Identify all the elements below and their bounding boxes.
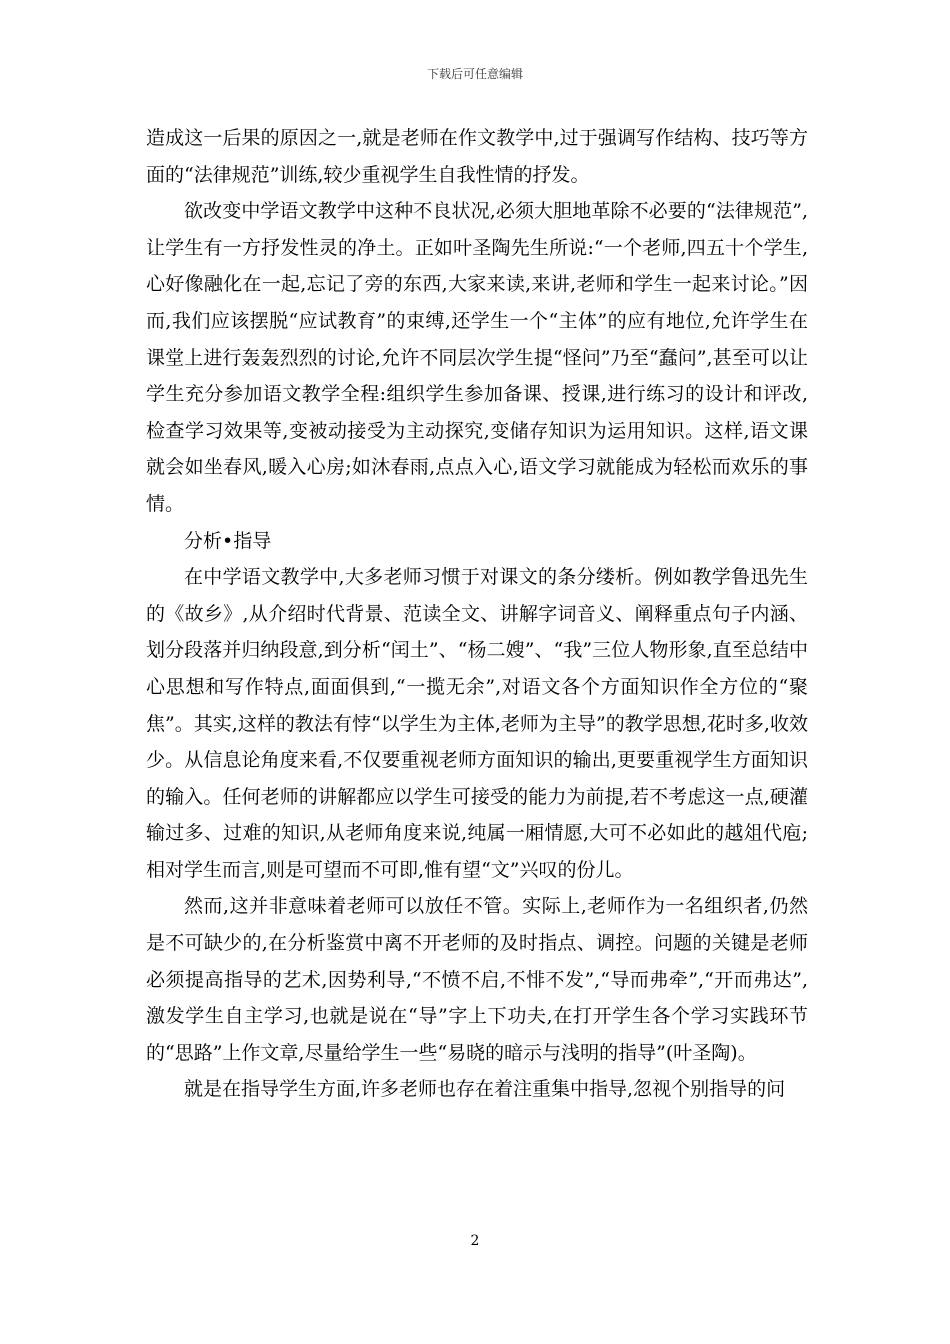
paragraph-2: 欲改变中学语文教学中这种不良状况,必须大胆地革除不必要的“法律规范”,让学生有一方抒发性灵的净土。正如叶圣陶先生所说:“一个老师,四五十个学生,心好像融化在一起,忘记了旁的东西,大家来读,来讲,老师和学生一起来讨论。”因而,我们应该摆脱“应试教育”的束缚,还学生一个“主体”的应有地位,允许学生在课堂上进行轰轰烈烈的讨论,允许不同层次学生提“怪问”乃至“蠢问”,甚至可以让学生充分参加语文教学全程:组织学生参加备课、授课,进行练习的设计和评改,检查学习效果等,变被动接受为主动探究,变储存知识为运用知识。这样,语文课就会如坐春风,暖入心房;如沐春雨,点点入心,语文学习就能成为轻松而欢乐的事情。	[146, 200, 808, 515]
document-body	[146, 120, 808, 1108]
paragraph-1: 造成这一后果的原因之一,就是老师在作文教学中,过于强调写作结构、技巧等方面的“法律规范”训练,较少重视学生自我性情的抒发。	[146, 127, 808, 186]
page-number: 2	[470, 1233, 480, 1249]
paragraph-4: 然而,这并非意味着老师可以放任不管。实际上,老师作为一名组织者,仍然是不可缺少的,在分析鉴赏中离不开老师的及时指点、调控。问题的关键是老师必须提高指导的艺术,因势利导,“不愤不启,不悱不发”,“导而弗牵”,“开而弗达”,激发学生自主学习,也就是说在“导”字上下功夫,在打开学生各个学习实践环节的“思路”上作文章,尽量给学生一些“易晓的暗示与浅明的指导”(叶圣陶)。	[146, 895, 808, 1064]
section-heading: 分析•指导	[184, 529, 272, 552]
paragraph-5: 就是在指导学生方面,许多老师也存在着注重集中指导,忽视个别指导的问	[184, 1078, 786, 1101]
page-header: 下载后可任意编辑	[426, 67, 523, 81]
paragraph-3: 在中学语文教学中,大多老师习惯于对课文的条分缕析。例如教学鲁迅先生的《故乡》,从介绍时代背景、范读全文、讲解字词音义、阐释重点句子内涵、划分段落并归纳段意,到分析“闰土”、“杨二嫂”、“我”三位人物形象,直至总结中心思想和写作特点,面面俱到,“一揽无余”,对语文各个方面知识作全方位的“聚焦”。其实,这样的教法有悖“以学生为主体,老师为主导”的教学思想,花时多,收效少。从信息论角度来看,不仅要重视老师方面知识的输出,更要重视学生方面知识的输入。任何老师的讲解都应以学生可接受的能力为前提,若不考虑这一点,硬灌输过多、过难的知识,从老师角度来说,纯属一厢情愿,大可不必如此的越俎代庖;相对学生而言,则是可望而不可即,惟有望“文”兴叹的份儿。	[146, 566, 808, 881]
